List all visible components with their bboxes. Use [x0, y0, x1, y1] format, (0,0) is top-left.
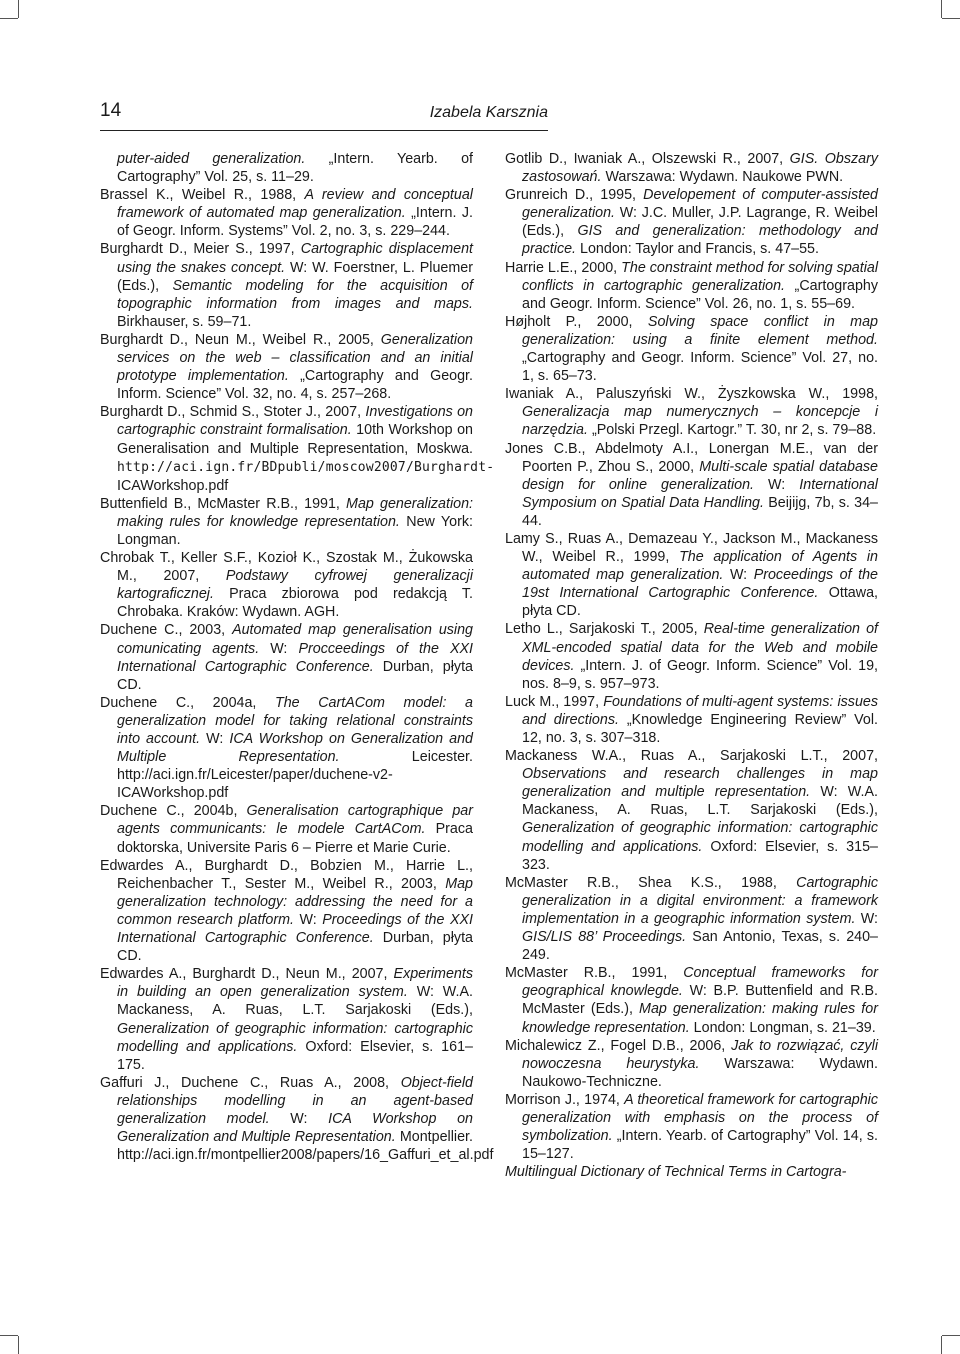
reference-text: Duchene C., 2003,: [100, 622, 233, 639]
reference-title: Conceptual frameworks for geographical knowlegde.: [522, 965, 878, 1000]
reference-title: Cartographic generalization in a digital environment: a framework implementation in a geographic information system.: [522, 874, 878, 927]
reference-entry: [100, 186, 473, 240]
reference-text: Ottawa, płyta CD.: [522, 585, 878, 620]
reference-text: W: W.A. Mackaness, A. Ruas, L.T. Sarjakoski (Eds.),: [522, 784, 878, 819]
reference-text: W:: [294, 911, 323, 928]
reference-title: Experiments in building an open generalization system.: [117, 966, 473, 1001]
reference-title: ICA Workshop on Generalization and Multiple Representation.: [117, 1110, 473, 1146]
reference-text: Højholt P., 2000,: [505, 313, 648, 330]
reference-text: Buttenfield B., McMaster R.B., 1991,: [100, 495, 347, 512]
reference-title: Map generalization technology: addressing the need for a common research platform.: [117, 875, 473, 928]
reference-url: http://aci.ign.fr/BDpubli/moscow2007/Burghardt-: [117, 459, 495, 475]
reference-text: Chrobak T., Keller S.F., Kozioł K., Szostak M., Żukowska M., 2007,: [100, 550, 473, 585]
reference-text: W: J.C. Muller, J.P. Lagrange, R. Weibel (Eds.),: [522, 205, 878, 240]
reference-title: Real-time generalization of XML-encoded spatial data for the Web and mobile devices.: [522, 621, 879, 674]
reference-title: Solving space conflict in map generalization: using a finite element method.: [522, 313, 878, 348]
reference-text: Duchene C., 2004a,: [100, 694, 275, 711]
reference-text: „Cartography and Geogr. Inform. Science” Vol. 27, no. 1, s. 65–73.: [522, 350, 878, 385]
reference-text: London: Taylor and Francis, s. 47–55.: [576, 241, 819, 258]
reference-title: Map generalization: making rules for knowledge representation.: [522, 1001, 878, 1036]
crop-mark: [941, 0, 942, 18]
reference-title: Generalization of geographic information: cartographic modelling and applications.: [522, 820, 878, 855]
reference-text: Luck M., 1997,: [505, 693, 604, 710]
reference-entry: [100, 403, 495, 494]
reference-entry: [100, 965, 473, 1074]
reference-entry: [100, 857, 473, 966]
reference-title: Generalization services on the web – classification and an initial prototype implementation.: [117, 331, 473, 385]
reference-entry: [100, 621, 473, 693]
reference-text: Lamy S., Ruas A., Demazeau Y., Jackson M., Mackaness W., Weibel R., 1999,: [505, 530, 878, 566]
reference-text: Gaffuri J., Duchene C., Ruas A., 2008,: [100, 1074, 401, 1091]
reference-entry: [505, 186, 878, 258]
crop-mark: [0, 1335, 18, 1336]
reference-title: puter-aided generalization.: [117, 151, 306, 167]
references-left-column: [100, 150, 495, 1164]
reference-text: McMaster R.B., Shea K.S., 1988,: [505, 874, 797, 891]
reference-text: Letho L., Sarjakoski T., 2005,: [505, 621, 704, 638]
reference-text: Duchene C., 2004b,: [100, 803, 247, 820]
reference-title: A theoretical framework for cartographic generalization with emphasis on the process of symbolization.: [522, 1091, 878, 1145]
reference-text: Warszawa: Wydawn. Naukowe PWN.: [601, 169, 844, 186]
reference-text: „Intern. J. of Geogr. Inform. Science” Vol. 19, nos. 8–9, s. 957–973.: [522, 657, 878, 692]
reference-text: W:: [269, 1110, 329, 1127]
reference-text: Praca doktorska, Universite Paris 6 – Pierre et Marie Curie.: [117, 821, 473, 856]
reference-text: Brassel K., Weibel R., 1988,: [100, 187, 305, 204]
reference-title: A review and conceptual framework of automated map generalization.: [117, 187, 473, 222]
reference-text: Oxford: Elsevier, s. 161–175.: [117, 1038, 473, 1073]
reference-entry: [100, 694, 473, 803]
reference-text: Birkhauser, s. 59–71.: [117, 313, 252, 330]
page-number: 14: [100, 100, 122, 121]
reference-text: New York: Longman.: [117, 513, 473, 548]
reference-title: Podstawy cyfrowej generalizacji kartograficznej.: [117, 568, 473, 603]
crop-mark: [941, 1336, 942, 1354]
crop-mark: [942, 18, 960, 19]
reference-entry: [505, 440, 878, 530]
reference-title: Investigations on cartographic constraint formalisation.: [117, 404, 474, 439]
reference-entry: [100, 240, 473, 330]
reference-title: Generalizacja map numerycznych – koncepcje i narzędzia.: [522, 404, 878, 439]
reference-title: GIS. Obszary zastosowań.: [522, 151, 878, 186]
reference-title: Cartographic displacement using the snakes concept.: [117, 241, 473, 276]
reference-entry: [100, 549, 473, 621]
references-right-column: [505, 150, 878, 1181]
header-rule: [100, 130, 548, 131]
reference-text: Burghardt D., Schmid S., Stoter J., 2007,: [100, 404, 366, 421]
reference-entry: [100, 1074, 494, 1164]
reference-title: GIS/LIS 88’ Proceedings.: [522, 929, 687, 946]
reference-entry: [505, 747, 878, 874]
reference-entry: [505, 620, 878, 692]
reference-entry: [505, 385, 878, 439]
reference-title: Proceedings of the 19st International Cartographic Conference.: [522, 567, 879, 602]
crop-mark: [0, 18, 18, 19]
reference-text: „Knowledge Engineering Review” Vol. 12, no. 3, s. 307–318.: [522, 711, 878, 746]
reference-text: „Cartography and Geogr. Inform. Science” Vol. 26, no. 1, s. 55–69.: [522, 277, 878, 312]
reference-text: ICAWorkshop.pdf: [117, 477, 229, 494]
reference-title: The CartACom model: a generalization model for taking relational constraints into account.: [117, 694, 473, 747]
reference-title: International Symposium on Spatial Data Handling.: [522, 476, 878, 511]
reference-entry: [505, 530, 878, 620]
reference-text: Beijijg, 7b, s. 34–44.: [522, 494, 878, 529]
reference-text: Burghardt D., Neun M., Weibel R., 2005,: [100, 331, 381, 348]
reference-text: Edwardes A., Burghardt D., Bobzien M., Harrie L., Reichenbacher T., Sester M., Weibel R., 2003,: [100, 857, 473, 892]
reference-title: The application of Agents in automated map generalization.: [522, 549, 878, 584]
reference-entry: [505, 874, 878, 964]
reference-text: Praca zbiorowa pod redakcją T. Chrobaka. Kraków: Wydawn. AGH.: [117, 586, 473, 621]
reference-title: Map generalization: making rules for knowledge representation.: [117, 495, 473, 530]
reference-text: W:: [723, 567, 754, 584]
reference-text: Durban, płyta CD.: [117, 658, 473, 693]
reference-entry: [100, 495, 473, 549]
reference-entry: [100, 331, 473, 403]
reference-text: W: B.P. Buttenfield and R.B. McMaster (Eds.),: [522, 983, 878, 1018]
reference-title: Foundations of multi-agent systems: issues and directions.: [522, 693, 878, 728]
reference-title: Generalisation cartographique par agents communicants: le modele CartACom.: [117, 803, 473, 838]
reference-entry: [505, 1037, 878, 1091]
reference-title: Automated map generalisation using comunicating agents.: [117, 622, 473, 657]
reference-text: Edwardes A., Burghardt D., Neun M., 2007,: [100, 966, 394, 983]
reference-text: Burghardt D., Meier S., 1997,: [100, 241, 301, 258]
reference-entry: [505, 693, 878, 747]
reference-title: Jak to rozwiązać, czyli nowoczesna heurystyka.: [522, 1037, 878, 1072]
reference-title: GIS and generalization: methodology and practice.: [522, 223, 878, 258]
reference-text: „Intern. J. of Geogr. Inform. Systems” Vol. 2, no. 3, s. 229–244.: [117, 205, 473, 240]
reference-text: Oxford: Elsevier, s. 315–323.: [522, 838, 878, 873]
reference-text: W:: [200, 731, 230, 747]
crop-mark: [18, 0, 19, 18]
reference-text: Iwaniak A., Paluszyński W., Żyszkowska W., 1998,: [505, 386, 878, 403]
page-header: [100, 100, 548, 130]
reference-text: Mackaness W.A., Ruas A., Sarjakoski L.T., 2007,: [505, 748, 878, 765]
reference-text: McMaster R.B., 1991,: [505, 965, 684, 982]
reference-title: Observations and research challenges in map generalization and multiple representation.: [522, 766, 878, 801]
reference-text: W: W. Foerstner, L. Pluemer (Eds.),: [117, 259, 473, 294]
reference-text: Gotlib D., Iwaniak A., Olszewski R., 2007,: [505, 151, 790, 167]
reference-text: Durban, płyta CD.: [117, 930, 473, 965]
reference-text: Montpellier. http://aci.ign.fr/montpellier2008/papers/16_Gaffuri_et_al.pdf: [117, 1129, 494, 1164]
reference-text: Leicester. http://aci.ign.fr/Leicester/paper/duchene-v2-ICAWorkshop.pdf: [117, 749, 473, 802]
reference-title: Object-field relationships modelling in an agent-based generalization model.: [117, 1074, 473, 1127]
reference-text: W:: [754, 476, 800, 493]
reference-entry: [505, 313, 878, 385]
reference-text: Grunreich D., 1995,: [505, 187, 644, 204]
running-head-author: Izabela Karsznia: [429, 104, 548, 121]
reference-title: Procceedings of the XXI International Cartographic Conference.: [117, 640, 474, 675]
reference-title: Semantic modeling for the acquisition of topographic information from images and maps.: [117, 277, 474, 312]
reference-text: London: Longman, s. 21–39.: [689, 1019, 876, 1036]
reference-title: Multi-scale spatial database design for online generalization.: [522, 458, 879, 493]
reference-entry: [505, 150, 878, 186]
reference-text: W:: [259, 640, 299, 657]
reference-text: „Cartography and Geogr. Inform. Science” Vol. 32, no. 4, s. 257–268.: [117, 368, 474, 403]
reference-entry: [505, 1091, 878, 1163]
reference-text: Morrison J., 1974,: [505, 1091, 625, 1108]
reference-text: Michalewicz Z., Fogel D.B., 2006,: [505, 1037, 732, 1054]
reference-title: Proceedings of the XXI International Cartographic Conference.: [117, 911, 473, 947]
reference-entry: [100, 802, 473, 856]
reference-entry: [505, 259, 878, 313]
crop-mark: [18, 1336, 19, 1354]
reference-text: Harrie L.E., 2000,: [505, 259, 622, 276]
crop-mark: [942, 1335, 960, 1336]
reference-entry: [100, 150, 473, 186]
reference-title: ICA Workshop on Generalization and Multiple Representation.: [117, 731, 473, 766]
reference-title: Multilingual Dictionary of Technical Terms in Cartogra-: [505, 1164, 847, 1181]
reference-title: The constraint method for solving spatial conflicts in cartographic generalization.: [522, 259, 878, 294]
reference-text: Jones C.B., Abdelmoty A.I., Lonergan M.E., van der Poorten P., Zhou S., 2000,: [505, 440, 878, 475]
reference-entry: [505, 1163, 878, 1181]
reference-text: W: W.A. Mackaness, A. Ruas, L.T. Sarjakoski (Eds.),: [117, 984, 473, 1019]
reference-text: „Polski Przegl. Kartogr.” T. 30, nr 2, s. 79–88.: [587, 422, 877, 439]
reference-title: Generalization of geographic information: cartographic modelling and applications.: [117, 1020, 473, 1055]
reference-text: W:: [855, 910, 879, 927]
reference-entry: [505, 964, 878, 1036]
reference-text: San Antonio, Texas, s. 240–249.: [522, 929, 878, 964]
reference-text: Warszawa: Wydawn. Naukowo-Techniczne.: [522, 1055, 878, 1090]
reference-title: Developement of computer-assisted generalization.: [522, 187, 878, 222]
reference-text: „Intern. Yearb. of Cartography” Vol. 25, s. 11–29.: [117, 151, 473, 186]
reference-text: 10th Workshop on Generalisation and Multiple Representation, Moskwa.: [117, 422, 474, 457]
reference-text: „Intern. Yearb. of Cartography” Vol. 14, s. 15–127.: [522, 1128, 878, 1163]
